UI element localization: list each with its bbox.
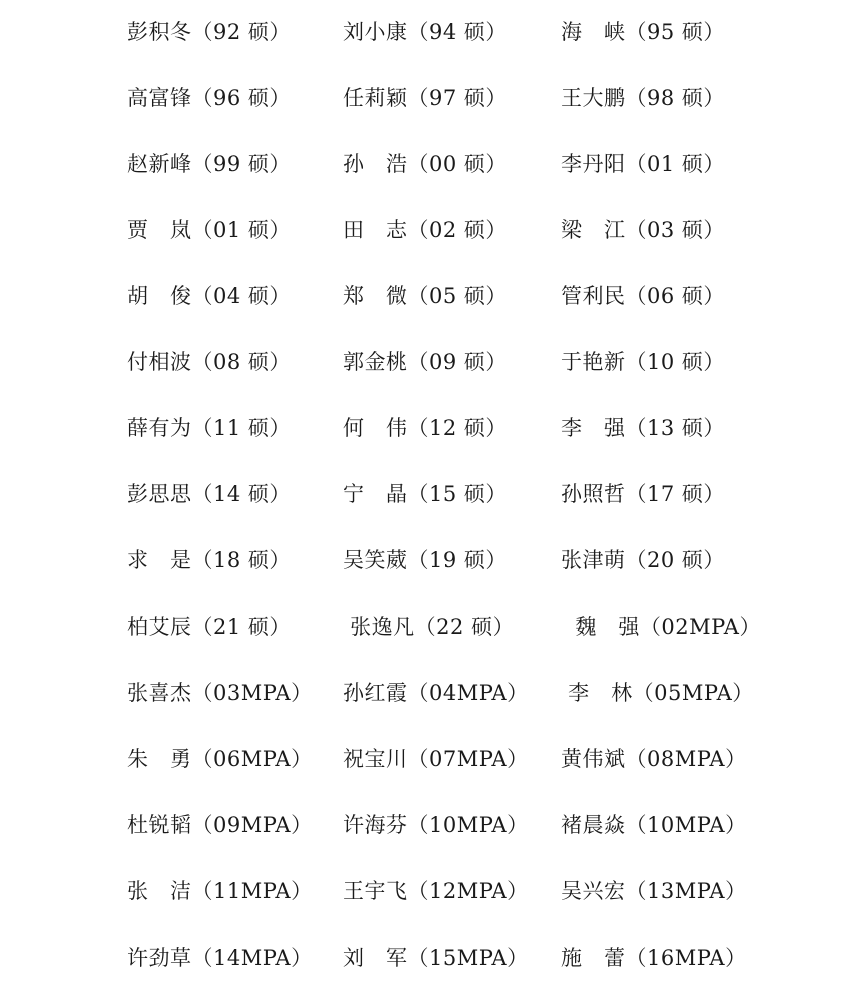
name-entry: 张逸凡（22 硕） xyxy=(343,615,515,639)
name-row xyxy=(0,805,860,845)
name-row xyxy=(0,607,860,647)
name-row xyxy=(0,144,860,184)
name-entry: 刘小康（94 硕） xyxy=(343,20,507,44)
name-entry: 梁 江（03 硕） xyxy=(561,218,725,242)
name-entry: 祝宝川（07MPA） xyxy=(343,747,529,771)
name-row xyxy=(0,210,860,250)
name-entry: 施 蕾（16MPA） xyxy=(561,946,747,970)
name-row xyxy=(0,673,860,713)
name-entry: 李 强（13 硕） xyxy=(561,416,725,440)
name-entry: 黄伟斌（08MPA） xyxy=(561,747,747,771)
name-entry: 宁 晶（15 硕） xyxy=(343,482,507,506)
name-row xyxy=(0,342,860,382)
name-entry: 于艳新（10 硕） xyxy=(561,350,725,374)
name-entry: 求 是（18 硕） xyxy=(127,548,291,572)
name-entry: 王大鹏（98 硕） xyxy=(561,86,725,110)
name-entry: 许海芬（10MPA） xyxy=(343,813,529,837)
name-entry: 刘 军（15MPA） xyxy=(343,946,529,970)
name-entry: 管利民（06 硕） xyxy=(561,284,725,308)
name-entry: 王宇飞（12MPA） xyxy=(343,879,529,903)
name-entry: 贾 岚（01 硕） xyxy=(127,218,291,242)
name-row xyxy=(0,12,860,52)
name-row xyxy=(0,474,860,514)
name-entry: 朱 勇（06MPA） xyxy=(127,747,313,771)
name-entry: 高富锋（96 硕） xyxy=(127,86,291,110)
name-entry: 孙红霞（04MPA） xyxy=(343,681,529,705)
name-row xyxy=(0,276,860,316)
name-entry: 赵新峰（99 硕） xyxy=(127,152,291,176)
name-row xyxy=(0,408,860,448)
name-entry: 魏 强（02MPA） xyxy=(561,615,761,639)
name-row xyxy=(0,938,860,978)
name-entry: 付相波（08 硕） xyxy=(127,350,291,374)
name-entry: 许劲草（14MPA） xyxy=(127,946,313,970)
name-entry: 柏艾辰（21 硕） xyxy=(127,615,291,639)
name-entry: 李 林（05MPA） xyxy=(561,681,754,705)
name-entry: 孙 浩（00 硕） xyxy=(343,152,507,176)
name-row xyxy=(0,739,860,779)
name-entry: 吴兴宏（13MPA） xyxy=(561,879,747,903)
name-entry: 杜锐韬（09MPA） xyxy=(127,813,313,837)
name-entry: 张 洁（11MPA） xyxy=(127,879,313,903)
name-entry: 张喜杰（03MPA） xyxy=(127,681,313,705)
name-entry: 任莉颖（97 硕） xyxy=(343,86,507,110)
name-entry: 吴笑葳（19 硕） xyxy=(343,548,507,572)
name-entry: 张津萌（20 硕） xyxy=(561,548,725,572)
name-entry: 何 伟（12 硕） xyxy=(343,416,507,440)
name-entry: 褚晨焱（10MPA） xyxy=(561,813,747,837)
name-entry: 田 志（02 硕） xyxy=(343,218,507,242)
name-entry: 彭积冬（92 硕） xyxy=(127,20,291,44)
name-entry: 薛有为（11 硕） xyxy=(127,416,291,440)
name-entry: 郑 微（05 硕） xyxy=(343,284,507,308)
name-entry: 郭金桃（09 硕） xyxy=(343,350,507,374)
name-entry: 彭思思（14 硕） xyxy=(127,482,291,506)
name-entry: 胡 俊（04 硕） xyxy=(127,284,291,308)
name-entry: 李丹阳（01 硕） xyxy=(561,152,725,176)
name-row xyxy=(0,871,860,911)
name-entry: 海 峡（95 硕） xyxy=(561,20,725,44)
name-row xyxy=(0,78,860,118)
name-entry: 孙照哲（17 硕） xyxy=(561,482,725,506)
name-row xyxy=(0,540,860,580)
